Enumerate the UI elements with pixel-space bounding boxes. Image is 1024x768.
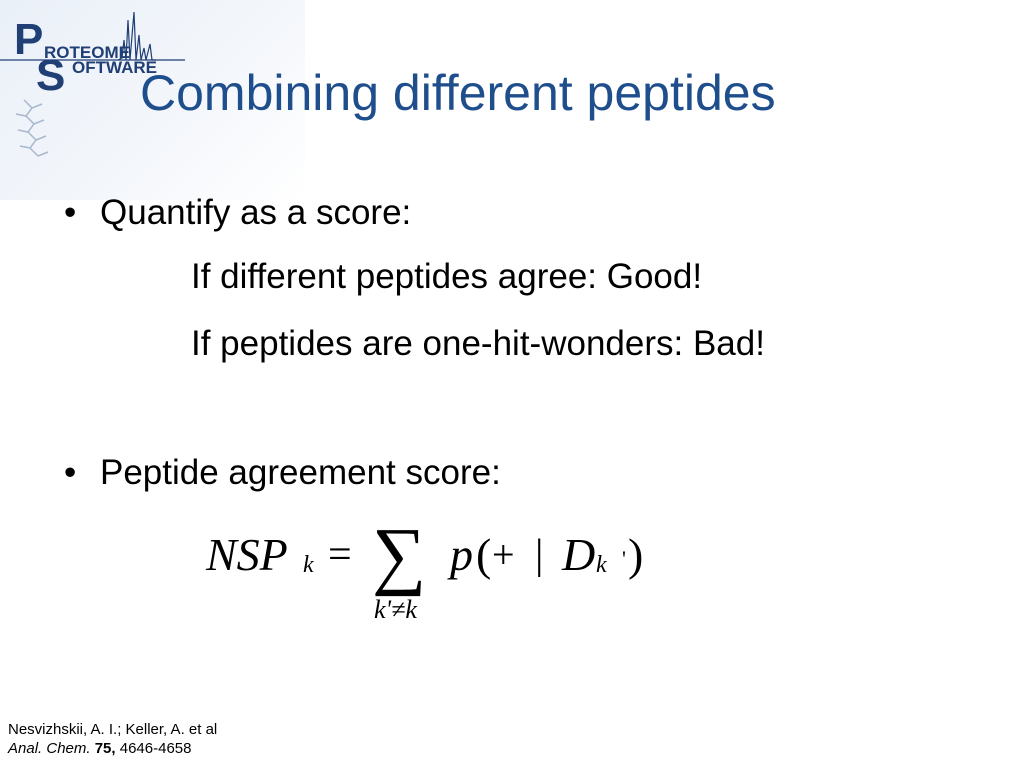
slide-title: Combining different peptides [140, 65, 776, 121]
bullet-subline: If different peptides agree: Good! [191, 257, 703, 296]
logo-letter-s: S [36, 51, 66, 100]
formula-lhs-subscript: k [303, 552, 314, 578]
logo-word-software: OFTWARE [72, 58, 157, 77]
citation [8, 721, 217, 759]
formula-given-bar: | [535, 532, 544, 578]
logo-word-proteome: ROTEOME [44, 43, 130, 62]
formula-open-paren: ( [476, 529, 492, 580]
formula-close-paren: ) [628, 529, 644, 580]
citation-reference [8, 740, 217, 759]
formula-function-p: p [450, 529, 473, 580]
citation-volume: 75, [94, 739, 116, 757]
formula-lhs: NSP [206, 529, 288, 580]
formula-equals: = [328, 532, 352, 578]
citation-pages: 4646-4658 [119, 739, 192, 757]
bullet-subline: If peptides are one-hit-wonders: Bad! [191, 324, 765, 363]
citation-authors: Nesvizhskii, A. I.; Keller, A. et al [8, 721, 218, 738]
formula-rhs-subscript: k [596, 552, 607, 578]
formula-plus: + [492, 532, 515, 577]
formula-sum-index: k'≠k [374, 595, 417, 624]
bullet-text: Peptide agreement score: [100, 453, 501, 492]
bullet-text: Quantify as a score: [100, 193, 412, 232]
molecule-chain-icon [16, 100, 48, 156]
formula-sum-symbol: ∑ [372, 513, 427, 597]
formula-rhs-prime: ' [622, 546, 626, 571]
bullet-item [64, 452, 501, 494]
formula-variable-d: D [562, 529, 596, 580]
bullet-marker: • [64, 193, 77, 232]
bullet-item [64, 192, 411, 234]
bullet-marker: • [64, 453, 77, 492]
citation-journal: Anal. Chem. [8, 739, 91, 757]
logo-letter-p: P [14, 15, 44, 64]
nsp-formula [200, 500, 670, 630]
